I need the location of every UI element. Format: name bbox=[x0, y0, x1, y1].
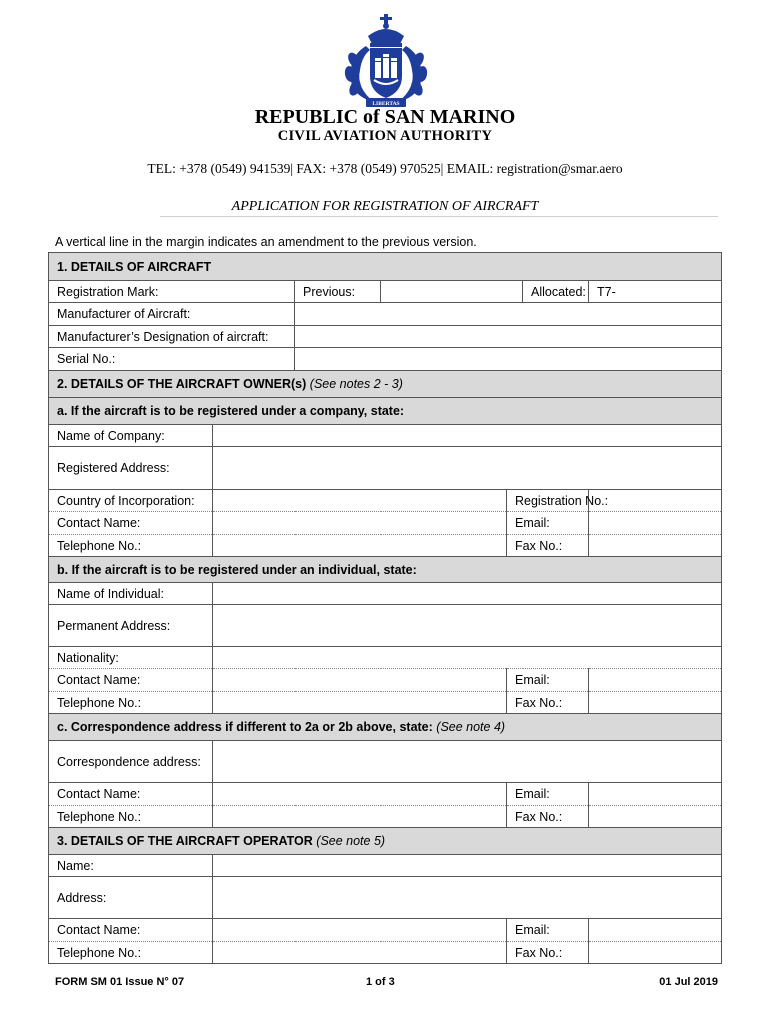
title-divider bbox=[160, 216, 718, 217]
individual-contact-label: Contact Name: bbox=[49, 669, 213, 692]
company-contact-label: Contact Name: bbox=[49, 512, 213, 535]
nationality-input[interactable] bbox=[213, 647, 722, 669]
company-fax-input[interactable] bbox=[589, 535, 722, 557]
individual-contact-input[interactable] bbox=[213, 669, 507, 692]
operator-name-label: Name: bbox=[49, 855, 213, 877]
company-telephone-label: Telephone No.: bbox=[49, 535, 213, 557]
individual-telephone-input[interactable] bbox=[213, 692, 507, 714]
page-title: REPUBLIC of SAN MARINO bbox=[254, 106, 516, 128]
section-2-header bbox=[49, 371, 722, 398]
crest-motto: LIBERTAS bbox=[372, 101, 400, 107]
individual-fax-label: Fax No.: bbox=[507, 692, 589, 714]
operator-name-input[interactable] bbox=[213, 855, 722, 877]
correspondence-telephone-label: Telephone No.: bbox=[49, 806, 213, 828]
correspondence-fax-label: Fax No.: bbox=[507, 806, 589, 828]
company-name-input[interactable] bbox=[213, 425, 722, 447]
form-id: FORM SM 01 Issue N° 07 bbox=[55, 976, 185, 988]
registered-address-label: Registered Address: bbox=[49, 447, 213, 490]
manufacturer-input[interactable] bbox=[295, 303, 722, 326]
section-2c-title: c. Correspondence address if different to 2a or 2b above, state: bbox=[57, 720, 433, 734]
operator-telephone-input[interactable] bbox=[213, 942, 507, 964]
operator-fax-label: Fax No.: bbox=[507, 942, 589, 964]
amendment-note: A vertical line in the margin indicates an amendment to the previous version. bbox=[55, 235, 477, 249]
serial-input[interactable] bbox=[295, 348, 722, 371]
coat-of-arms-logo bbox=[340, 14, 432, 110]
individual-name-label: Name of Individual: bbox=[49, 583, 213, 605]
designation-input[interactable] bbox=[295, 326, 722, 348]
registration-mark-label: Registration Mark: bbox=[49, 281, 295, 303]
section-2-title: 2. DETAILS OF THE AIRCRAFT OWNER(s) bbox=[57, 377, 307, 391]
registered-address-input[interactable] bbox=[213, 447, 722, 490]
country-label: Country of Incorporation: bbox=[49, 490, 213, 512]
operator-contact-label: Contact Name: bbox=[49, 919, 213, 942]
operator-email-label: Email: bbox=[507, 919, 589, 942]
section-2c-note: (See note 4) bbox=[436, 720, 506, 734]
contact-line: TEL: +378 (0549) 941539| FAX: +378 (0549) 970525| EMAIL: registration@smar.aero bbox=[147, 161, 623, 176]
section-2-note: (See notes 2 - 3) bbox=[309, 377, 403, 391]
form-title: APPLICATION FOR REGISTRATION OF AIRCRAFT bbox=[231, 199, 539, 214]
issue-date: 01 Jul 2019 bbox=[659, 976, 718, 988]
correspondence-contact-input[interactable] bbox=[213, 783, 507, 806]
correspondence-email-input[interactable] bbox=[589, 783, 722, 806]
company-fax-label: Fax No.: bbox=[507, 535, 589, 557]
allocated-label: Allocated: bbox=[523, 281, 589, 303]
operator-address-input[interactable] bbox=[213, 877, 722, 919]
operator-contact-input[interactable] bbox=[213, 919, 507, 942]
individual-name-input[interactable] bbox=[213, 583, 722, 605]
designation-label: Manufacturer’s Designation of aircraft: bbox=[49, 326, 295, 348]
company-email-input[interactable] bbox=[589, 512, 722, 535]
company-name-label: Name of Company: bbox=[49, 425, 213, 447]
permanent-address-label: Permanent Address: bbox=[49, 605, 213, 647]
correspondence-email-label: Email: bbox=[507, 783, 589, 806]
individual-email-input[interactable] bbox=[589, 669, 722, 692]
registration-no-input[interactable] bbox=[589, 490, 722, 512]
individual-fax-input[interactable] bbox=[589, 692, 722, 714]
correspondence-telephone-input[interactable] bbox=[213, 806, 507, 828]
authority-name: CIVIL AVIATION AUTHORITY bbox=[277, 128, 493, 144]
individual-telephone-label: Telephone No.: bbox=[49, 692, 213, 714]
company-telephone-input[interactable] bbox=[213, 535, 507, 557]
operator-fax-input[interactable] bbox=[589, 942, 722, 964]
section-2c-header bbox=[49, 714, 722, 741]
operator-address-label: Address: bbox=[49, 877, 213, 919]
country-input[interactable] bbox=[213, 490, 507, 512]
company-email-label: Email: bbox=[507, 512, 589, 535]
application-form-table bbox=[48, 252, 722, 964]
previous-input[interactable] bbox=[381, 281, 523, 303]
page-number: 1 of 3 bbox=[366, 976, 395, 988]
allocated-input[interactable]: T7- bbox=[589, 281, 722, 303]
correspondence-fax-input[interactable] bbox=[589, 806, 722, 828]
section-3-note: (See note 5) bbox=[316, 834, 386, 848]
nationality-label: Nationality: bbox=[49, 647, 213, 669]
section-2b-header: b. If the aircraft is to be registered under an individual, state: bbox=[49, 557, 722, 583]
operator-telephone-label: Telephone No.: bbox=[49, 942, 213, 964]
correspondence-address-input[interactable] bbox=[213, 741, 722, 783]
section-2a-header: a. If the aircraft is to be registered under a company, state: bbox=[49, 398, 722, 425]
registration-no-label: Registration No.: bbox=[507, 490, 589, 512]
operator-email-input[interactable] bbox=[589, 919, 722, 942]
permanent-address-input[interactable] bbox=[213, 605, 722, 647]
previous-label: Previous: bbox=[295, 281, 381, 303]
serial-label: Serial No.: bbox=[49, 348, 295, 371]
correspondence-address-label: Correspondence address: bbox=[49, 741, 213, 783]
individual-email-label: Email: bbox=[507, 669, 589, 692]
section-3-title: 3. DETAILS OF THE AIRCRAFT OPERATOR bbox=[57, 834, 313, 848]
section-1-header: 1. DETAILS OF AIRCRAFT bbox=[49, 253, 722, 281]
correspondence-contact-label: Contact Name: bbox=[49, 783, 213, 806]
manufacturer-label: Manufacturer of Aircraft: bbox=[49, 303, 295, 326]
company-contact-input[interactable] bbox=[213, 512, 507, 535]
section-3-header bbox=[49, 828, 722, 855]
